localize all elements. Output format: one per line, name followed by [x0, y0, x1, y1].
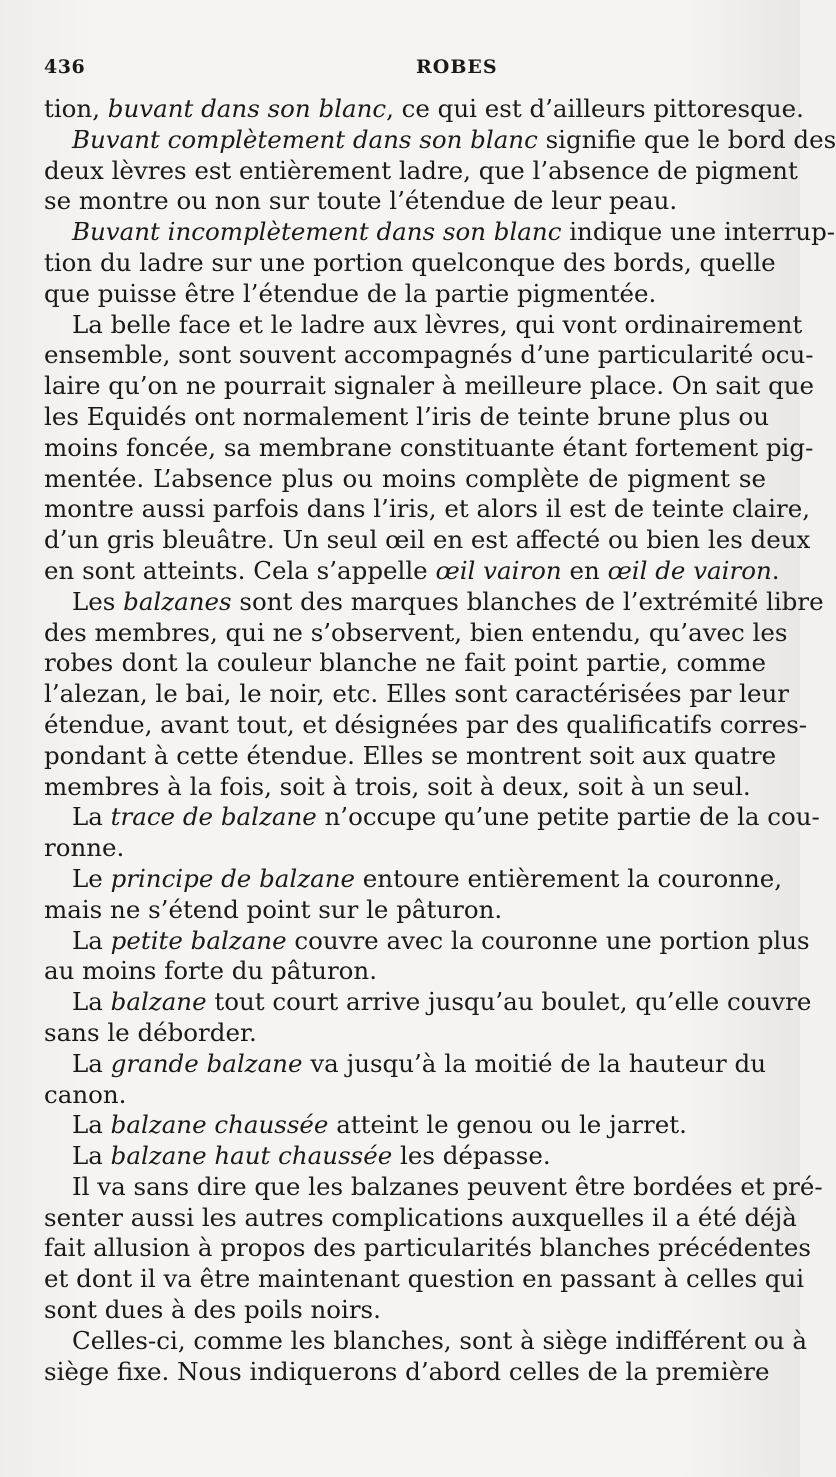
text-run: La: [72, 1110, 111, 1140]
text-run: membres à la fois, soit à trois, soit à deux, soit à un seul.: [44, 771, 751, 801]
text-line: [44, 525, 811, 556]
text-line: [44, 371, 815, 402]
text-run: sont dues à des poils noirs.: [44, 1295, 381, 1325]
text-line: [44, 186, 766, 217]
italic-term: balzanes: [123, 586, 232, 616]
text-line: [44, 833, 766, 864]
italic-term: buvant dans son blanc: [107, 94, 387, 123]
text-run: n’occupe qu’une petite partie de la cou-: [316, 802, 820, 832]
italic-term: Buvant complètement dans son blanc: [72, 124, 538, 154]
text-run: Celles-ci, comme les blanches, sont à siège indifférent ou à: [72, 1325, 807, 1355]
text-run: en: [561, 555, 608, 585]
text-line: [44, 863, 783, 895]
text-run: laire qu’on ne pourrait signaler à meilleure place. On sait que: [44, 371, 815, 401]
page-header: [44, 56, 754, 86]
text-line: [44, 956, 766, 987]
text-run: .: [771, 555, 780, 585]
text-run: Les: [72, 586, 124, 616]
text-run: les dépasse.: [392, 1141, 551, 1171]
text-line: [44, 586, 824, 618]
text-run: La belle face et le ladre aux lèvres, qui vont ordinairement: [72, 309, 803, 339]
text-run: couvre avec la couronne une portion plus: [286, 925, 810, 955]
italic-term: balzane haut chaussée: [110, 1141, 393, 1171]
text-line: [44, 124, 836, 156]
text-run: mais ne s’étend point sur le pâturon.: [44, 894, 503, 924]
text-line: [44, 925, 810, 957]
text-line: [44, 279, 766, 310]
text-run: senter aussi les autres complications auxquelles il a été déjà: [44, 1202, 797, 1232]
text-run: canon.: [44, 1079, 127, 1109]
text-run: sans le déborder.: [44, 1017, 257, 1047]
text-run: indique une interrup-: [561, 217, 836, 247]
text-run: La: [72, 925, 111, 955]
text-run: La: [72, 1141, 111, 1171]
text-line: [44, 94, 804, 125]
text-run: se montre ou non sur toute l’étendue de leur peau.: [44, 186, 678, 216]
text-line: [44, 155, 798, 187]
italic-term: Buvant incomplètement dans son blanc: [72, 217, 562, 247]
text-run: ensemble, sont souvent accompagnés d’une particularité ocu-: [44, 340, 814, 370]
text-run: tion,: [44, 94, 108, 123]
italic-term: principe de balzane: [110, 863, 355, 893]
text-line: [44, 802, 820, 833]
italic-term: œil vairon: [435, 555, 562, 585]
text-run: l’alezan, le bai, le noir, etc. Elles sont caractérisées par leur: [44, 679, 789, 709]
text-line: [44, 709, 808, 741]
text-run: atteint le genou ou le jarret.: [328, 1110, 687, 1140]
text-line: [44, 217, 836, 248]
text-line: [44, 340, 814, 371]
text-run: La: [72, 802, 111, 832]
text-run: montre aussi parfois dans l’iris, et alors il est de teinte claire,: [44, 494, 810, 524]
body-text: [44, 94, 836, 1387]
text-run: et dont il va être maintenant question en passant à celles qui: [44, 1264, 805, 1294]
text-line: [44, 617, 788, 649]
italic-term: grande balzane: [110, 1048, 303, 1078]
text-run: tion du ladre sur une portion quelconque des bords, quelle: [44, 247, 776, 277]
text-run: La: [72, 1048, 111, 1078]
text-run: tout court arrive jusqu’au boulet, qu’elle couvre: [206, 987, 812, 1017]
text-run: Le: [72, 863, 111, 893]
text-line: [44, 1233, 811, 1264]
text-run: les Equidés ont normalement l’iris de teinte brune plus ou: [44, 401, 769, 431]
text-line: [44, 987, 812, 1018]
text-run: signifie que le bord des: [537, 124, 836, 154]
text-line: [44, 1356, 770, 1388]
text-line: [44, 494, 810, 525]
text-line: [44, 432, 814, 464]
text-line: [44, 1141, 766, 1172]
text-run: en sont atteints. Cela s’appelle: [44, 555, 436, 585]
text-run: que puisse être l’étendue de la partie pigmentée.: [44, 278, 657, 308]
text-run: sont des marques blanches de l’extrémité libre: [231, 586, 824, 616]
italic-term: trace de balzane: [110, 802, 317, 832]
text-run: La: [72, 987, 111, 1017]
text-run: d’un gris bleuâtre. Un seul œil en est affecté ou bien les deux: [44, 525, 811, 555]
text-line: [44, 1110, 766, 1141]
text-run: va jusqu’à la moitié de la hauteur du: [302, 1048, 767, 1078]
text-line: [44, 555, 780, 587]
text-line: [44, 740, 777, 772]
text-run: moins foncée, sa membrane constituante étant fortement pig-: [44, 432, 814, 462]
text-run: siège fixe. Nous indiquerons d’abord celles de la première: [44, 1356, 770, 1386]
italic-term: œil de vairon: [607, 555, 772, 585]
text-line: [44, 679, 789, 710]
text-line: [44, 464, 766, 495]
italic-term: balzane chaussée: [110, 1110, 329, 1140]
text-line: [44, 1325, 807, 1357]
italic-term: balzane: [110, 987, 207, 1017]
text-line: [44, 895, 766, 926]
text-run: fait allusion à propos des particularités blanches précédentes: [44, 1233, 811, 1263]
text-line: [44, 772, 766, 803]
text-run: des membres, qui ne s’observent, bien entendu, qu’avec les: [44, 617, 788, 647]
text-run: Il va sans dire que les balzanes peuvent être bordées et pré-: [72, 1171, 823, 1201]
text-line: [44, 1049, 766, 1080]
page-number: 436: [44, 56, 86, 78]
text-line: [44, 648, 766, 679]
text-run: mentée. L’absence plus ou moins complète de pigment se: [44, 463, 766, 493]
text-line: [44, 1202, 797, 1234]
text-line: [44, 247, 776, 279]
text-line: [44, 1264, 805, 1295]
text-run: , ce qui est d’ailleurs pittoresque.: [386, 94, 804, 123]
text-line: [44, 1080, 766, 1111]
text-run: entoure entièrement la couronne,: [355, 863, 783, 893]
text-run: ronne.: [44, 833, 125, 863]
text-run: deux lèvres est entièrement ladre, que l’absence de pigment: [44, 155, 798, 185]
text-line: [44, 1018, 766, 1049]
text-run: robes dont la couleur blanche ne fait point partie, comme: [44, 648, 766, 678]
text-line: [44, 309, 803, 341]
text-run: pondant à cette étendue. Elles se montrent soit aux quatre: [44, 740, 777, 770]
text-line: [44, 401, 769, 433]
running-head: ROBES: [416, 56, 498, 78]
text-line: [44, 1171, 823, 1203]
text-run: au moins forte du pâturon.: [44, 956, 377, 986]
text-run: étendue, avant tout, et désignées par des qualificatifs corres-: [44, 709, 808, 739]
text-line: [44, 1295, 766, 1326]
italic-term: petite balzane: [110, 925, 287, 955]
